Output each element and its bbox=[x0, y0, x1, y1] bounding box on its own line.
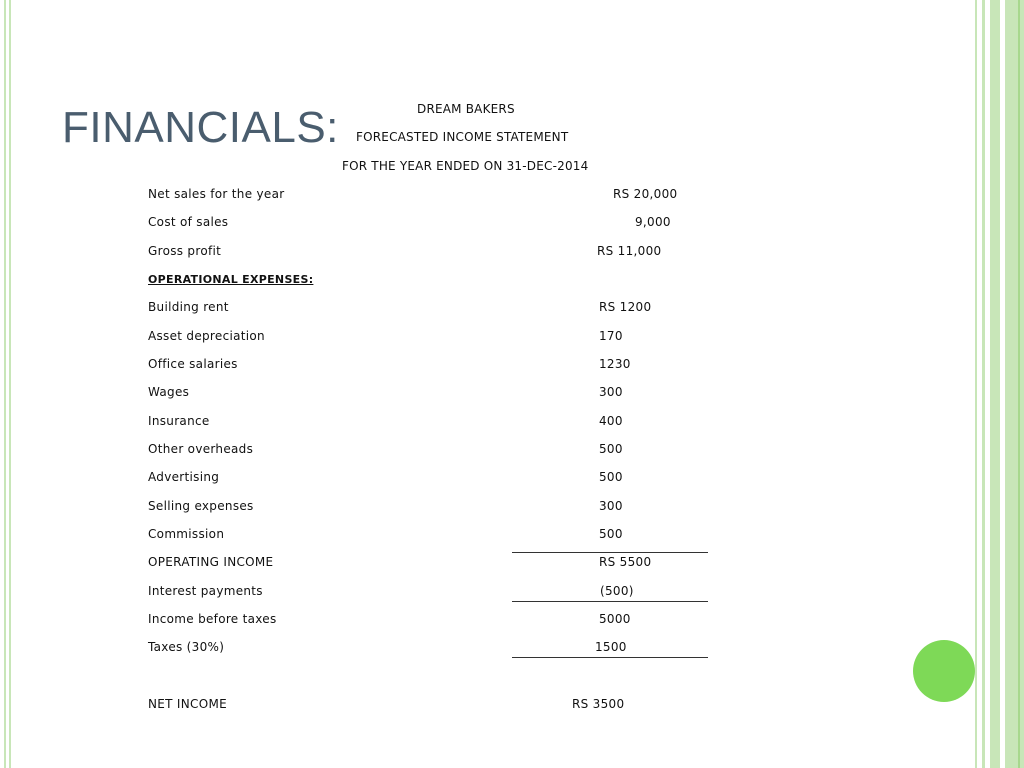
advertising-label: Advertising bbox=[148, 470, 220, 484]
subtotal-rule-1 bbox=[512, 552, 708, 553]
net-income-value: RS 3500 bbox=[572, 697, 625, 711]
gross-profit-label: Gross profit bbox=[148, 244, 222, 258]
operating-income-label: OPERATING INCOME bbox=[148, 555, 274, 569]
other-overheads-value: 500 bbox=[599, 442, 623, 456]
commission-label: Commission bbox=[148, 527, 225, 541]
office-salaries-value: 1230 bbox=[599, 357, 631, 371]
statement-title: FORECASTED INCOME STATEMENT bbox=[356, 130, 569, 144]
commission-value: 500 bbox=[599, 527, 623, 541]
interest-payments-label: Interest payments bbox=[148, 584, 263, 598]
wages-value: 300 bbox=[599, 385, 623, 399]
taxes-value: 1500 bbox=[595, 640, 627, 654]
right-border-stripe-b bbox=[982, 0, 985, 768]
subtotal-rule-2 bbox=[512, 601, 708, 602]
left-border-inner bbox=[9, 0, 11, 768]
green-circle-decoration bbox=[913, 640, 975, 702]
building-rent-value: RS 1200 bbox=[599, 300, 652, 314]
income-before-taxes-label: Income before taxes bbox=[148, 612, 277, 626]
office-salaries-label: Office salaries bbox=[148, 357, 238, 371]
cost-of-sales-label: Cost of sales bbox=[148, 215, 229, 229]
selling-expenses-value: 300 bbox=[599, 499, 623, 513]
subtotal-rule-3 bbox=[512, 657, 708, 658]
income-before-taxes-value: 5000 bbox=[599, 612, 631, 626]
statement-period: FOR THE YEAR ENDED ON 31-DEC-2014 bbox=[342, 159, 589, 173]
insurance-value: 400 bbox=[599, 414, 623, 428]
right-border-stripe-c bbox=[990, 0, 1000, 768]
asset-depreciation-label: Asset depreciation bbox=[148, 329, 265, 343]
net-sales-value: RS 20,000 bbox=[613, 187, 678, 201]
advertising-value: 500 bbox=[599, 470, 623, 484]
wages-label: Wages bbox=[148, 385, 190, 399]
slide-title: FINANCIALS: bbox=[62, 103, 339, 152]
right-border-stripe-d bbox=[1005, 0, 1024, 768]
building-rent-label: Building rent bbox=[148, 300, 229, 314]
operating-income-value: RS 5500 bbox=[599, 555, 652, 569]
taxes-label: Taxes (30%) bbox=[148, 640, 225, 654]
right-border-line bbox=[1018, 0, 1020, 768]
left-border-outer bbox=[4, 0, 6, 768]
operational-expenses-heading: OPERATIONAL EXPENSES: bbox=[148, 273, 314, 286]
selling-expenses-label: Selling expenses bbox=[148, 499, 254, 513]
net-sales-label: Net sales for the year bbox=[148, 187, 285, 201]
right-border-stripe-a bbox=[975, 0, 977, 768]
gross-profit-value: RS 11,000 bbox=[597, 244, 662, 258]
insurance-label: Insurance bbox=[148, 414, 210, 428]
cost-of-sales-value: 9,000 bbox=[635, 215, 671, 229]
other-overheads-label: Other overheads bbox=[148, 442, 254, 456]
asset-depreciation-value: 170 bbox=[599, 329, 623, 343]
net-income-label: NET INCOME bbox=[148, 697, 227, 711]
company-name: DREAM BAKERS bbox=[417, 102, 515, 116]
interest-payments-value: (500) bbox=[600, 584, 634, 598]
